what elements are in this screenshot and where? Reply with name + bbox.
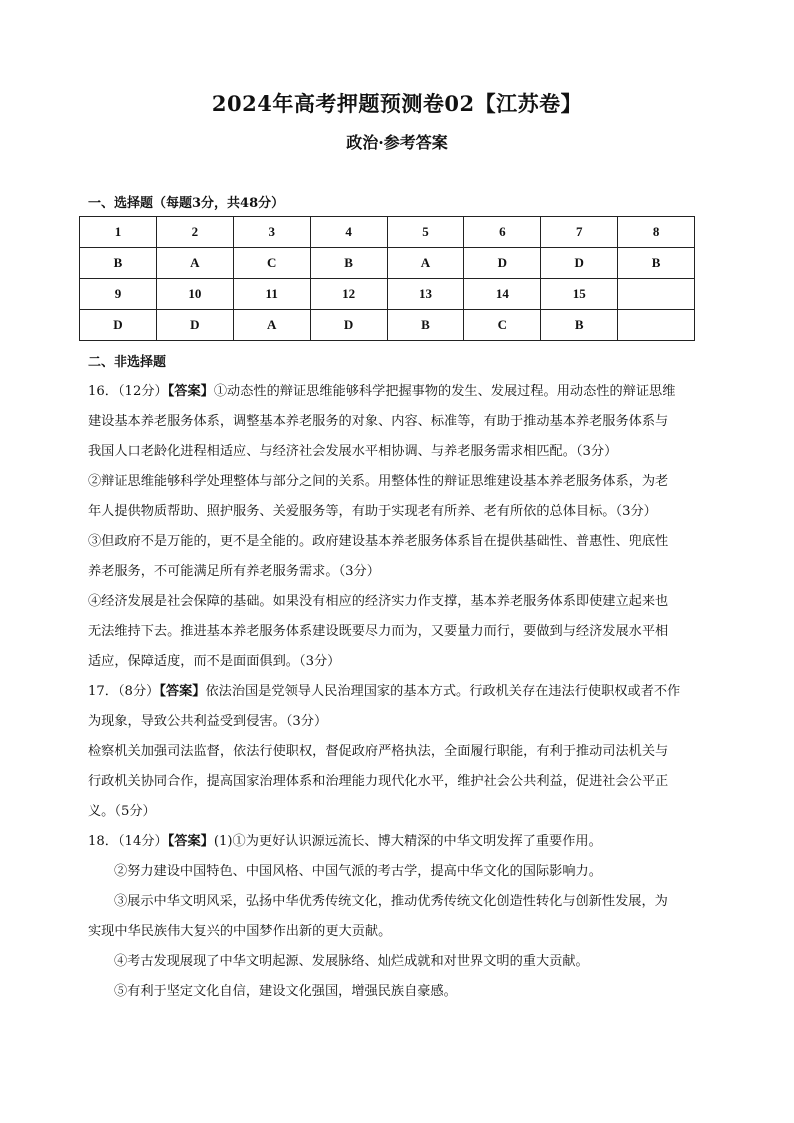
q18-line xyxy=(88,827,713,857)
section-heading-choice: 一、选择题（每题3分，共48分） xyxy=(88,196,285,211)
answer-body xyxy=(88,377,713,1007)
answer-table-cell: B xyxy=(387,310,464,341)
answer-table-cell: A xyxy=(233,310,310,341)
answer-table-cell: D xyxy=(310,310,387,341)
q18-text: (1)①为更好认识源远流长、博大精深的中华文明发挥了重要作用。 xyxy=(213,834,602,849)
q16-line: 养老服务，不可能满足所有养老服务需求。（3分） xyxy=(88,564,380,579)
q16-line: ④经济发展是社会保障的基础。如果没有相应的经济实力作支撑，基本养老服务体系即使建立起来也 xyxy=(88,594,669,609)
answer-table-cell: 1 xyxy=(80,217,157,248)
answer-table-cell: 6 xyxy=(464,217,541,248)
answer-table xyxy=(79,216,695,341)
q17-line: 行政机关协同合作，提高国家治理体系和治理能力现代化水平，维护社会公共利益，促进社会公平正 xyxy=(88,774,669,789)
answer-table-row xyxy=(80,248,695,279)
answer-table-cell: D xyxy=(156,310,233,341)
answer-table-cell: D xyxy=(80,310,157,341)
answer-table-cell: 14 xyxy=(464,279,541,310)
answer-table-cell xyxy=(618,310,695,341)
answer-table-cell: 12 xyxy=(310,279,387,310)
answer-table-cell: 7 xyxy=(541,217,618,248)
q16-line: ③但政府不是万能的，更不是全能的。政府建设基本养老服务体系旨在提供基础性、普惠性、兜底性 xyxy=(88,534,669,549)
q17-line: 为现象，导致公共利益受到侵害。（3分） xyxy=(88,714,328,729)
answer-table-cell: C xyxy=(233,248,310,279)
answer-table-cell xyxy=(618,279,695,310)
q16-answer-tag: 【答案】 xyxy=(167,384,214,399)
q16-line: ②辩证思维能够科学处理整体与部分之间的关系。用整体性的辩证思维建设基本养老服务体系，为老 xyxy=(88,474,669,489)
section-heading-nonchoice: 二、非选择题 xyxy=(88,355,167,370)
answer-table-cell: B xyxy=(80,248,157,279)
page-subtitle: 政治·参考答案 xyxy=(346,133,448,152)
q18-line: ②努力建设中国特色、中国风格、中国气派的考古学，提高中华文化的国际影响力。 xyxy=(114,864,602,879)
q17-prefix: 17．（8分） xyxy=(88,684,160,699)
q18-line: ④考古发现展现了中华文明起源、发展脉络、灿烂成就和对世界文明的重大贡献。 xyxy=(114,954,589,969)
q18-prefix: 18．（14分） xyxy=(88,834,168,849)
answer-table-cell: D xyxy=(541,248,618,279)
answer-table-cell: B xyxy=(541,310,618,341)
q17-answer-tag: 【答案】 xyxy=(159,684,206,699)
answer-table-cell: 15 xyxy=(541,279,618,310)
answer-table-cell: 2 xyxy=(156,217,233,248)
answer-table-row xyxy=(80,217,695,248)
answer-table-row xyxy=(80,310,695,341)
q16-line: 年人提供物质帮助、照护服务、关爱服务等，有助于实现老有所养、老有所依的总体目标。（3分） xyxy=(88,504,657,519)
q18-line: 实现中华民族伟大复兴的中国梦作出新的更大贡献。 xyxy=(88,924,392,939)
q16-line: 无法维持下去。推进基本养老服务体系建设既要尽力而为，又要量力而行，要做到与经济发展水平相 xyxy=(88,624,669,639)
answer-table-cell: B xyxy=(618,248,695,279)
q16-line: 建设基本养老服务体系，调整基本养老服务的对象、内容、标准等，有助于推动基本养老服务体系与 xyxy=(88,414,669,429)
answer-table-cell: 10 xyxy=(156,279,233,310)
answer-table-cell: A xyxy=(156,248,233,279)
q16-text: ①动态性的辩证思维能够科学把握事物的发生、发展过程。用动态性的辩证思维 xyxy=(213,384,676,399)
q18-answer-tag: 【答案】 xyxy=(167,834,214,849)
answer-table-cell: 5 xyxy=(387,217,464,248)
answer-table-cell: 4 xyxy=(310,217,387,248)
answer-table-cell: D xyxy=(464,248,541,279)
q17-line: 检察机关加强司法监督，依法行使职权，督促政府严格执法，全面履行职能，有利于推动司法机关与 xyxy=(88,744,669,759)
answer-table-cell: 11 xyxy=(233,279,310,310)
answer-table-cell: 13 xyxy=(387,279,464,310)
answer-table-cell: A xyxy=(387,248,464,279)
q16-line: 适应，保障适度，而不是面面俱到。（3分） xyxy=(88,654,341,669)
q17-line: 义。（5分） xyxy=(88,804,156,819)
q16-line xyxy=(88,377,713,407)
answer-table-row xyxy=(80,279,695,310)
answer-table-cell: C xyxy=(464,310,541,341)
answer-table-cell: 8 xyxy=(618,217,695,248)
answer-table-cell: 3 xyxy=(233,217,310,248)
answer-table-cell: 9 xyxy=(80,279,157,310)
q16-line: 我国人口老龄化进程相适应、与经济社会发展水平相协调、与养老服务需求相匹配。（3分） xyxy=(88,444,618,459)
q17-line xyxy=(88,677,713,707)
q18-line: ③展示中华文明风采，弘扬中华优秀传统文化，推动优秀传统文化创造性转化与创新性发展，为 xyxy=(114,894,668,909)
page-title: 2024年高考押题预测卷02【江苏卷】 xyxy=(211,91,583,116)
q18-line: ⑤有利于坚定文化自信，建设文化强国，增强民族自豪感。 xyxy=(114,984,457,999)
q17-text: 依法治国是党领导人民治理国家的基本方式。行政机关存在违法行使职权或者不作 xyxy=(205,684,681,699)
q16-prefix: 16．（12分） xyxy=(88,384,168,399)
answer-table-cell: B xyxy=(310,248,387,279)
